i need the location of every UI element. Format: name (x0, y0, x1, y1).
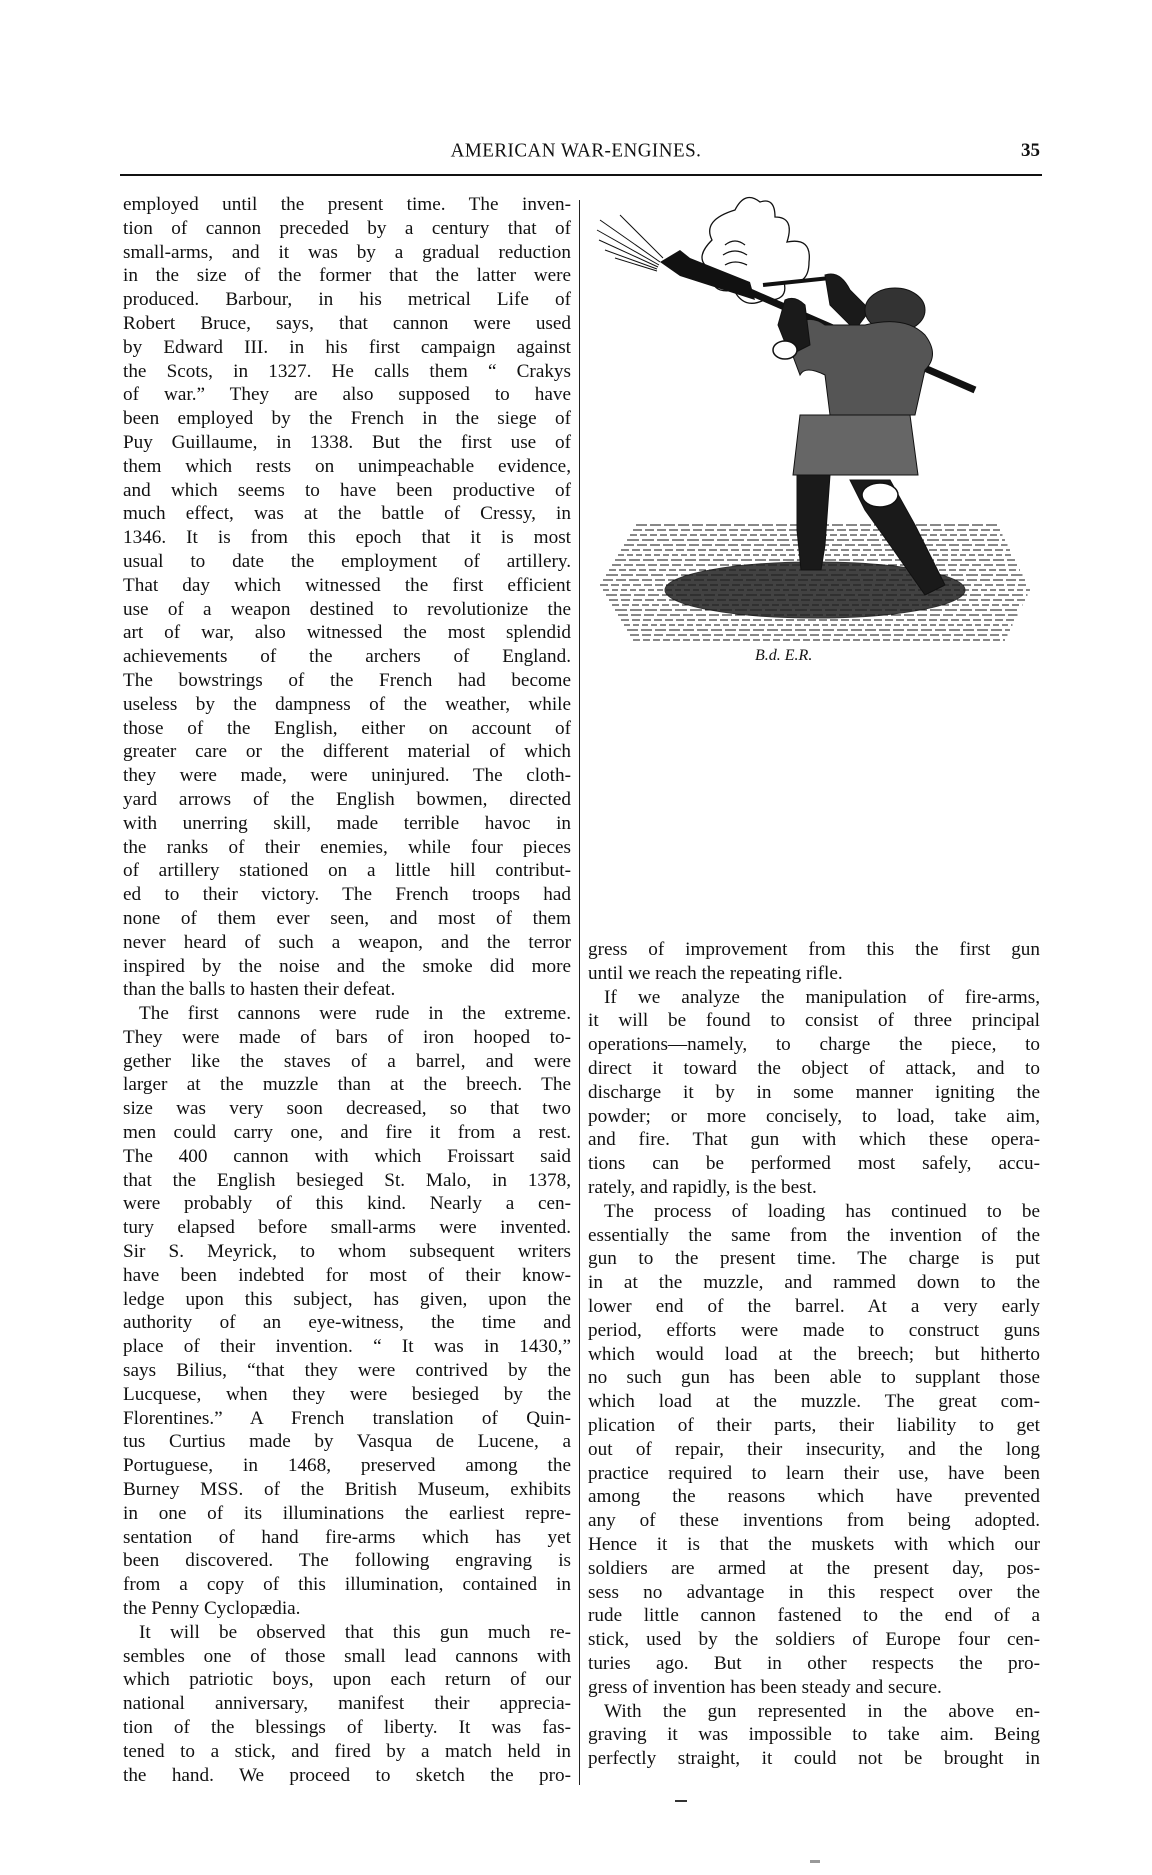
print-speck (810, 1860, 820, 1863)
text-line: ledge upon this subject, has given, upon the (123, 1288, 571, 1310)
text-line: achievements of the archers of England. (123, 646, 571, 668)
text-line: produced. Barbour, in his metrical Life of (123, 289, 571, 311)
soldier-figure (773, 274, 945, 595)
text-line: soldiers are armed at the present day, pos- (588, 1557, 1040, 1579)
text-line: lower end of the barrel. At a very early (588, 1295, 1040, 1317)
running-header: AMERICAN WAR-ENGINES. (450, 139, 702, 162)
text-line: That day which witnessed the first efficient (123, 574, 571, 596)
text-line: 1346. It is from this epoch that it is most (123, 527, 571, 549)
text-line: among the reasons which have prevented (588, 1486, 1040, 1508)
text-line: Lucquese, when they were besieged by the (123, 1383, 571, 1405)
text-line: have been indebted for most of their know- (123, 1264, 571, 1286)
text-line: larger at the muzzle than at the breech. The (123, 1074, 571, 1096)
text-line: greater care or the different material of which (123, 741, 571, 763)
text-line: period, efforts were made to construct guns (588, 1319, 1040, 1341)
text-line: that the English besieged St. Malo, in 1378, (123, 1169, 571, 1191)
text-line: in one of its illuminations the earliest repre- (123, 1502, 571, 1524)
text-line: until we reach the repeating rifle. (588, 962, 843, 984)
text-line: sess no advantage in this respect over the (588, 1581, 1040, 1603)
print-mark (675, 1800, 687, 1802)
text-line: the Penny Cyclopædia. (123, 1598, 301, 1620)
text-line: they were made, were uninjured. The cloth- (123, 765, 571, 787)
text-line: rude little cannon fastened to the end of a (588, 1605, 1040, 1627)
text-line: turies ago. But in other respects the pro- (588, 1652, 1040, 1674)
text-line: graving it was impossible to take aim. Being (588, 1724, 1040, 1746)
text-line: size was very soon decreased, so that two (123, 1098, 571, 1120)
text-line: Florentines.” A French translation of Quin- (123, 1407, 571, 1429)
text-line: tury elapsed before small-arms were invented. (123, 1217, 571, 1239)
text-line: any of these inventions from being adopted. (588, 1510, 1040, 1532)
text-line: tus Curtius made by Vasqua de Lucene, a (123, 1431, 571, 1453)
text-line: and which seems to have been productive of (123, 479, 571, 501)
text-line: stick, used by the soldiers of Europe four cen- (588, 1629, 1040, 1651)
text-line: tion of the blessings of liberty. It was fas- (123, 1717, 571, 1738)
text-line: With the gun represented in the above en- (604, 1700, 1040, 1722)
text-line: no such gun has been able to supplant those (588, 1367, 1040, 1389)
text-line: Sir S. Meyrick, to whom subsequent writers (123, 1241, 571, 1263)
text-line: which load at the muzzle. The great com- (588, 1391, 1040, 1413)
text-line: and fire. That gun with which these opera- (588, 1129, 1040, 1151)
text-line: than the balls to hasten their defeat. (123, 979, 396, 1001)
text-line: essentially the same from the invention of the (588, 1224, 1040, 1246)
text-line: Portuguese, in 1468, preserved among the (123, 1455, 571, 1477)
text-line: small-arms, and it was by a gradual reduction (123, 241, 571, 263)
text-line: gress of invention has been steady and secure. (588, 1676, 942, 1698)
text-line: The first cannons were rude in the extreme. (139, 1003, 571, 1025)
text-line: useless by the dampness of the weather, while (123, 693, 571, 715)
text-line: with unerring skill, made terrible havoc in (123, 812, 571, 834)
text-line: which would load at the breech; but hitherto (588, 1343, 1040, 1365)
text-line: it will be found to consist of three principal (588, 1010, 1040, 1032)
text-line: The 400 cannon with which Froissart said (123, 1145, 571, 1167)
text-line: employed until the present time. The inven- (123, 194, 571, 215)
muzzle-rays (597, 215, 663, 271)
text-line: Hence it is that the muskets with which our (588, 1533, 1040, 1555)
text-line: gress of improvement from this the first gun (588, 939, 1040, 960)
text-line: It will be observed that this gun much re- (139, 1621, 571, 1643)
text-line: direct it toward the object of attack, and to (588, 1057, 1040, 1079)
text-line: been discovered. The following engraving is (123, 1550, 571, 1572)
text-line: by Edward III. in his first campaign against (123, 336, 571, 358)
text-line: the ranks of their enemies, while four pieces (123, 836, 571, 858)
text-line: national anniversary, manifest their apprecia- (123, 1693, 571, 1715)
column-divider (579, 200, 580, 1785)
text-line: inspired by the noise and the smoke did more (123, 955, 571, 977)
text-line: art of war, also witnessed the most splendid (123, 622, 571, 644)
text-line: gether like the staves of a barrel, and were (123, 1050, 571, 1072)
text-line: The bowstrings of the French had become (123, 669, 571, 691)
text-line: sembles one of those small lead cannons with (123, 1645, 571, 1667)
text-line: practice required to learn their use, have been (588, 1462, 1040, 1484)
text-line: yard arrows of the English bowmen, directed (123, 788, 571, 810)
text-line: operations—namely, to charge the piece, to (588, 1034, 1040, 1056)
text-line: Puy Guillaume, in 1338. But the first use of (123, 431, 571, 453)
text-line: the Scots, in 1327. He calls them “ Crakys (123, 360, 571, 382)
left-column (123, 193, 571, 1787)
text-line: in at the muzzle, and rammed down to the (588, 1272, 1040, 1294)
text-line: tion of cannon preceded by a century that of (123, 217, 571, 239)
text-line: out of repair, their insecurity, and the long (588, 1438, 1040, 1460)
text-line: from a copy of this illumination, contained in (123, 1574, 571, 1596)
text-line: place of their invention. “ It was in 1430,” (123, 1336, 571, 1358)
text-line: ed to their victory. The French troops had (123, 884, 571, 906)
text-line: never heard of such a weapon, and the terror (123, 931, 571, 953)
text-line: been employed by the French in the siege of (123, 408, 571, 430)
text-line: authority of an eye-witness, the time and (123, 1312, 571, 1334)
text-line: plication of their parts, their liability to get (588, 1414, 1040, 1436)
text-line: tions can be performed most safely, accu- (588, 1153, 1040, 1175)
text-line: powder; or more concisely, to load, take aim, (588, 1105, 1040, 1127)
text-line: the hand. We proceed to sketch the pro- (123, 1764, 571, 1786)
text-line: those of the English, either on account of (123, 717, 571, 739)
text-line: use of a weapon destined to revolutionize the (123, 598, 571, 620)
text-line: If we analyze the manipulation of fire-arms, (604, 986, 1040, 1008)
text-line: gun to the present time. The charge is put (588, 1248, 1040, 1270)
text-line: discharge it by in some manner igniting the (588, 1081, 1040, 1103)
page-number: 35 (1021, 140, 1040, 161)
text-line: tened to a stick, and fired by a match held in (123, 1740, 571, 1762)
text-line: men could carry one, and fire it from a rest. (123, 1122, 571, 1144)
text-line: much effect, was at the battle of Cressy, in (123, 503, 571, 525)
text-line: sentation of hand fire-arms which has yet (123, 1526, 571, 1548)
text-line: perfectly straight, it could not be brought in (588, 1748, 1040, 1770)
text-line: in the size of the former that the latter were (123, 265, 571, 287)
text-line: of war.” They are also supposed to have (123, 384, 571, 406)
text-line: The process of loading has continued to be (604, 1200, 1040, 1222)
text-line: which patriotic boys, upon each return of our (123, 1669, 571, 1691)
text-line: none of them ever seen, and most of them (123, 907, 571, 929)
text-line: of artillery stationed on a little hill contribut- (123, 860, 571, 882)
engraving-hand-cannon-soldier (585, 170, 1045, 950)
right-column (588, 938, 1040, 1771)
text-line: They were made of bars of iron hooped to- (123, 1026, 571, 1048)
text-line: them which rests on unimpeachable evidence, (123, 455, 571, 477)
engraver-signature: B.d. E.R. (755, 647, 813, 664)
text-line: says Bilius, “that they were contrived by the (123, 1360, 571, 1382)
text-line: usual to date the employment of artillery. (123, 550, 571, 572)
text-line: Burney MSS. of the British Museum, exhibits (123, 1479, 571, 1501)
text-line: Robert Bruce, says, that cannon were used (123, 312, 571, 334)
text-line: were probably of this kind. Nearly a cen- (123, 1193, 571, 1215)
text-line: rately, and rapidly, is the best. (588, 1176, 817, 1198)
